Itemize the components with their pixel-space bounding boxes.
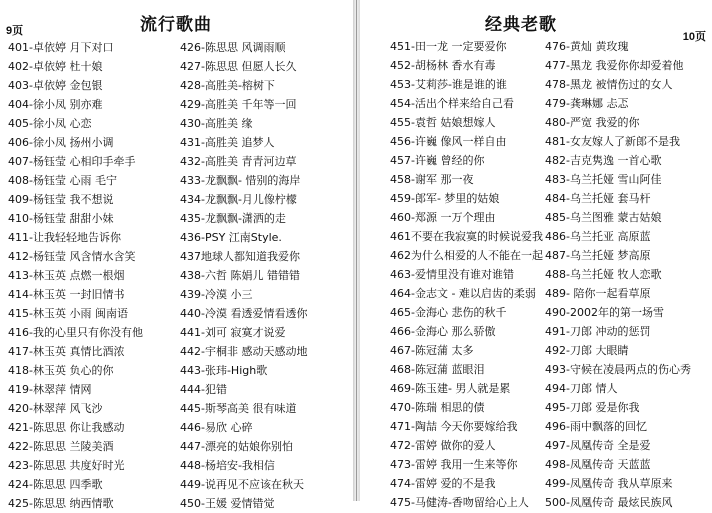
song-entry: 409-杨钰莹 我不想说 (8, 193, 114, 206)
song-entry: 412-杨钰莹 风含情水含笑 (8, 250, 136, 263)
song-entry: 406-徐小凤 扬州小调 (8, 136, 114, 149)
left-page (0, 0, 353, 510)
song-entry: 467-陈冠蒲 太多 (390, 344, 474, 357)
song-entry: 415-林玉英 小雨 闽南语 (8, 307, 128, 320)
song-entry: 410-杨钰莹 甜甜小妹 (8, 212, 114, 225)
song-entry: 452-胡杨林 香水有毒 (390, 59, 496, 72)
song-entry: 466-金海心 那么骄傲 (390, 325, 496, 338)
right-page-title: 经典老歌 (485, 15, 557, 35)
song-entry: 458-谢军 那一夜 (390, 173, 474, 186)
song-entry: 470-陈瑞 相思的债 (390, 401, 485, 414)
song-entry: 435-龙飘飘-潇洒的走 (180, 212, 286, 225)
song-entry: 428-高胜美-榕树下 (180, 79, 275, 92)
song-entry: 443-张玮-High歌 (180, 364, 268, 377)
song-entry: 407-杨钰莹 心相印手牵手 (8, 155, 136, 168)
song-entry: 425-陈思思 纳西情歌 (8, 497, 114, 510)
song-entry: 475-马健涛-香吻留给心上人 (390, 496, 529, 509)
song-entry: 430-高胜美 缘 (180, 117, 253, 130)
song-entry: 474-雷婷 爱的不是我 (390, 477, 496, 490)
song-entry: 484-乌兰托娅 套马杆 (545, 192, 651, 205)
song-entry: 427-陈思思 但愿人长久 (180, 60, 297, 73)
song-entry: 438-六哲 陈娟儿 错错错 (180, 269, 300, 282)
song-entry: 462为什么相爱的人不能在一起 (390, 249, 543, 262)
song-entry: 446-易欣 心碎 (180, 421, 253, 434)
song-entry: 418-林玉英 负心的你 (8, 364, 114, 377)
song-entry: 440-冷漠 看透爱情看透你 (180, 307, 308, 320)
song-entry: 485-乌兰图雅 蒙古姑娘 (545, 211, 662, 224)
song-entry: 461不要在我寂寞的时候说爱我 (390, 230, 543, 243)
song-entry: 479-龚琳娜 忐忑 (545, 97, 629, 110)
song-entry: 465-金海心 悲伤的秋千 (390, 306, 507, 319)
song-entry: 439-冷漠 小三 (180, 288, 253, 301)
song-entry: 437地球人都知道我爱你 (180, 250, 300, 263)
song-entry: 453-艾莉莎-谁是谁的谁 (390, 78, 507, 91)
song-entry: 450-王媛 爱情错觉 (180, 497, 275, 510)
song-entry: 421-陈思思 你让我感动 (8, 421, 125, 434)
right-song-list-column-2 (545, 37, 710, 512)
song-entry: 426-陈思思 风调雨顺 (180, 41, 286, 54)
song-entry: 417-林玉英 真情比酒浓 (8, 345, 125, 358)
song-entry: 468-陈冠蒲 蓝眼泪 (390, 363, 485, 376)
song-entry: 483-乌兰托娅 雪山阿佳 (545, 173, 662, 186)
song-entry: 473-雷婷 我用一生来等你 (390, 458, 518, 471)
song-entry: 422-陈思思 兰陵美酒 (8, 440, 114, 453)
song-entry: 448-杨培安-我相信 (180, 459, 275, 472)
right-page-number: 10页 (682, 31, 706, 43)
song-entry: 471-陶喆 今天你要嫁给我 (390, 420, 518, 433)
song-entry: 429-高胜美 千年等一回 (180, 98, 297, 111)
song-entry: 460-郑源 一万个理由 (390, 211, 496, 224)
song-entry: 408-杨钰莹 心雨 毛宁 (8, 174, 117, 187)
song-entry: 493-守候在凌晨两点的伤心秀 (545, 363, 691, 376)
song-entry: 441-刘可 寂寞才说爱 (180, 326, 286, 339)
song-entry: 455-袁哲 姑娘想嫁人 (390, 116, 496, 129)
song-entry: 433-龙飘飘- 惜别的海岸 (180, 174, 301, 187)
song-entry: 404-徐小凤 别亦难 (8, 98, 103, 111)
song-entry: 447-漂亮的姑娘你别怕 (180, 440, 293, 453)
song-entry: 413-林玉英 点燃一根烟 (8, 269, 125, 282)
song-entry: 402-卓依婷 杜十娘 (8, 60, 103, 73)
song-entry: 449-说再见不应该在秋天 (180, 478, 304, 491)
book-spine-line (356, 0, 357, 501)
song-entry: 496-雨中飘落的回忆 (545, 420, 647, 433)
song-entry: 434-龙飘飘-月儿像柠檬 (180, 193, 297, 206)
song-entry: 498-凤凰传奇 天蓝蓝 (545, 458, 651, 471)
song-entry: 451-田一龙 一定要爱你 (390, 40, 507, 53)
song-entry: 464-金志文 - 难以启齿的柔弱 (390, 287, 536, 300)
song-entry: 488-乌兰托娅 牧人恋歌 (545, 268, 662, 281)
song-entry: 416-我的心里只有你没有他 (8, 326, 143, 339)
song-entry: 431-高胜美 追梦人 (180, 136, 275, 149)
song-entry: 490-2002年的第一场雪 (545, 306, 664, 319)
right-page (360, 0, 712, 509)
song-entry: 477-黑龙 我爱你你却爱着他 (545, 59, 684, 72)
song-entry: 499-凤凰传奇 我从草原来 (545, 477, 673, 490)
left-song-list-column-2 (180, 38, 350, 513)
song-entry: 489- 陪你一起看草原 (545, 287, 651, 300)
song-entry: 424-陈思思 四季歌 (8, 478, 103, 491)
left-song-list-column-1 (8, 38, 178, 513)
song-entry: 495-刀郎 爱是你我 (545, 401, 640, 414)
song-entry: 487-乌兰托娅 梦高原 (545, 249, 651, 262)
song-entry: 469-陈玉建- 男人就是累 (390, 382, 511, 395)
song-entry: 445-斯琴高美 很有味道 (180, 402, 297, 415)
left-page-title: 流行歌曲 (140, 15, 212, 35)
song-entry: 500-凤凰传奇 最炫民族风 (545, 496, 673, 509)
song-entry: 454-活出个样来给自己看 (390, 97, 514, 110)
song-entry: 492-刀郎 大眼睛 (545, 344, 629, 357)
song-entry: 456-许巍 像风一样自由 (390, 135, 507, 148)
song-entry: 414-林玉英 一封旧情书 (8, 288, 125, 301)
song-entry: 411-让我轻轻地告诉你 (8, 231, 121, 244)
right-song-list-column-1 (390, 37, 550, 512)
song-entry: 463-爱情里没有谁对谁错 (390, 268, 514, 281)
song-entry: 497-凤凰传奇 全是爱 (545, 439, 651, 452)
song-entry: 403-卓依婷 金包银 (8, 79, 103, 92)
song-entry: 480-严宽 我爱的你 (545, 116, 640, 129)
song-entry: 419-林翠萍 情网 (8, 383, 92, 396)
song-entry: 401-卓依婷 月下对口 (8, 41, 114, 54)
song-entry: 420-林翠萍 风飞沙 (8, 402, 103, 415)
song-entry: 442-宇桐非 感动天感动地 (180, 345, 308, 358)
song-entry: 457-许巍 曾经的你 (390, 154, 485, 167)
song-entry: 444-犯错 (180, 383, 227, 396)
song-entry: 476-黄灿 黄玫瑰 (545, 40, 629, 53)
song-entry: 478-黑龙 被情伤过的女人 (545, 78, 673, 91)
song-entry: 472-雷婷 做你的爱人 (390, 439, 496, 452)
song-entry: 423-陈思思 共度好时光 (8, 459, 125, 472)
song-entry: 491-刀郎 冲动的惩罚 (545, 325, 651, 338)
song-entry: 405-徐小凤 心恋 (8, 117, 92, 130)
song-entry: 432-高胜美 青青河边草 (180, 155, 297, 168)
song-entry: 482-吉克隽逸 一首心歌 (545, 154, 662, 167)
left-page-number: 9页 (6, 25, 24, 37)
song-entry: 481-女友嫁人了新郎不是我 (545, 135, 680, 148)
song-entry: 486-乌兰托亚 高原蓝 (545, 230, 651, 243)
song-entry: 494-刀郎 情人 (545, 382, 618, 395)
song-entry: 436-PSY 江南Style. (180, 231, 282, 244)
song-entry: 459-郎军- 梦里的姑娘 (390, 192, 500, 205)
